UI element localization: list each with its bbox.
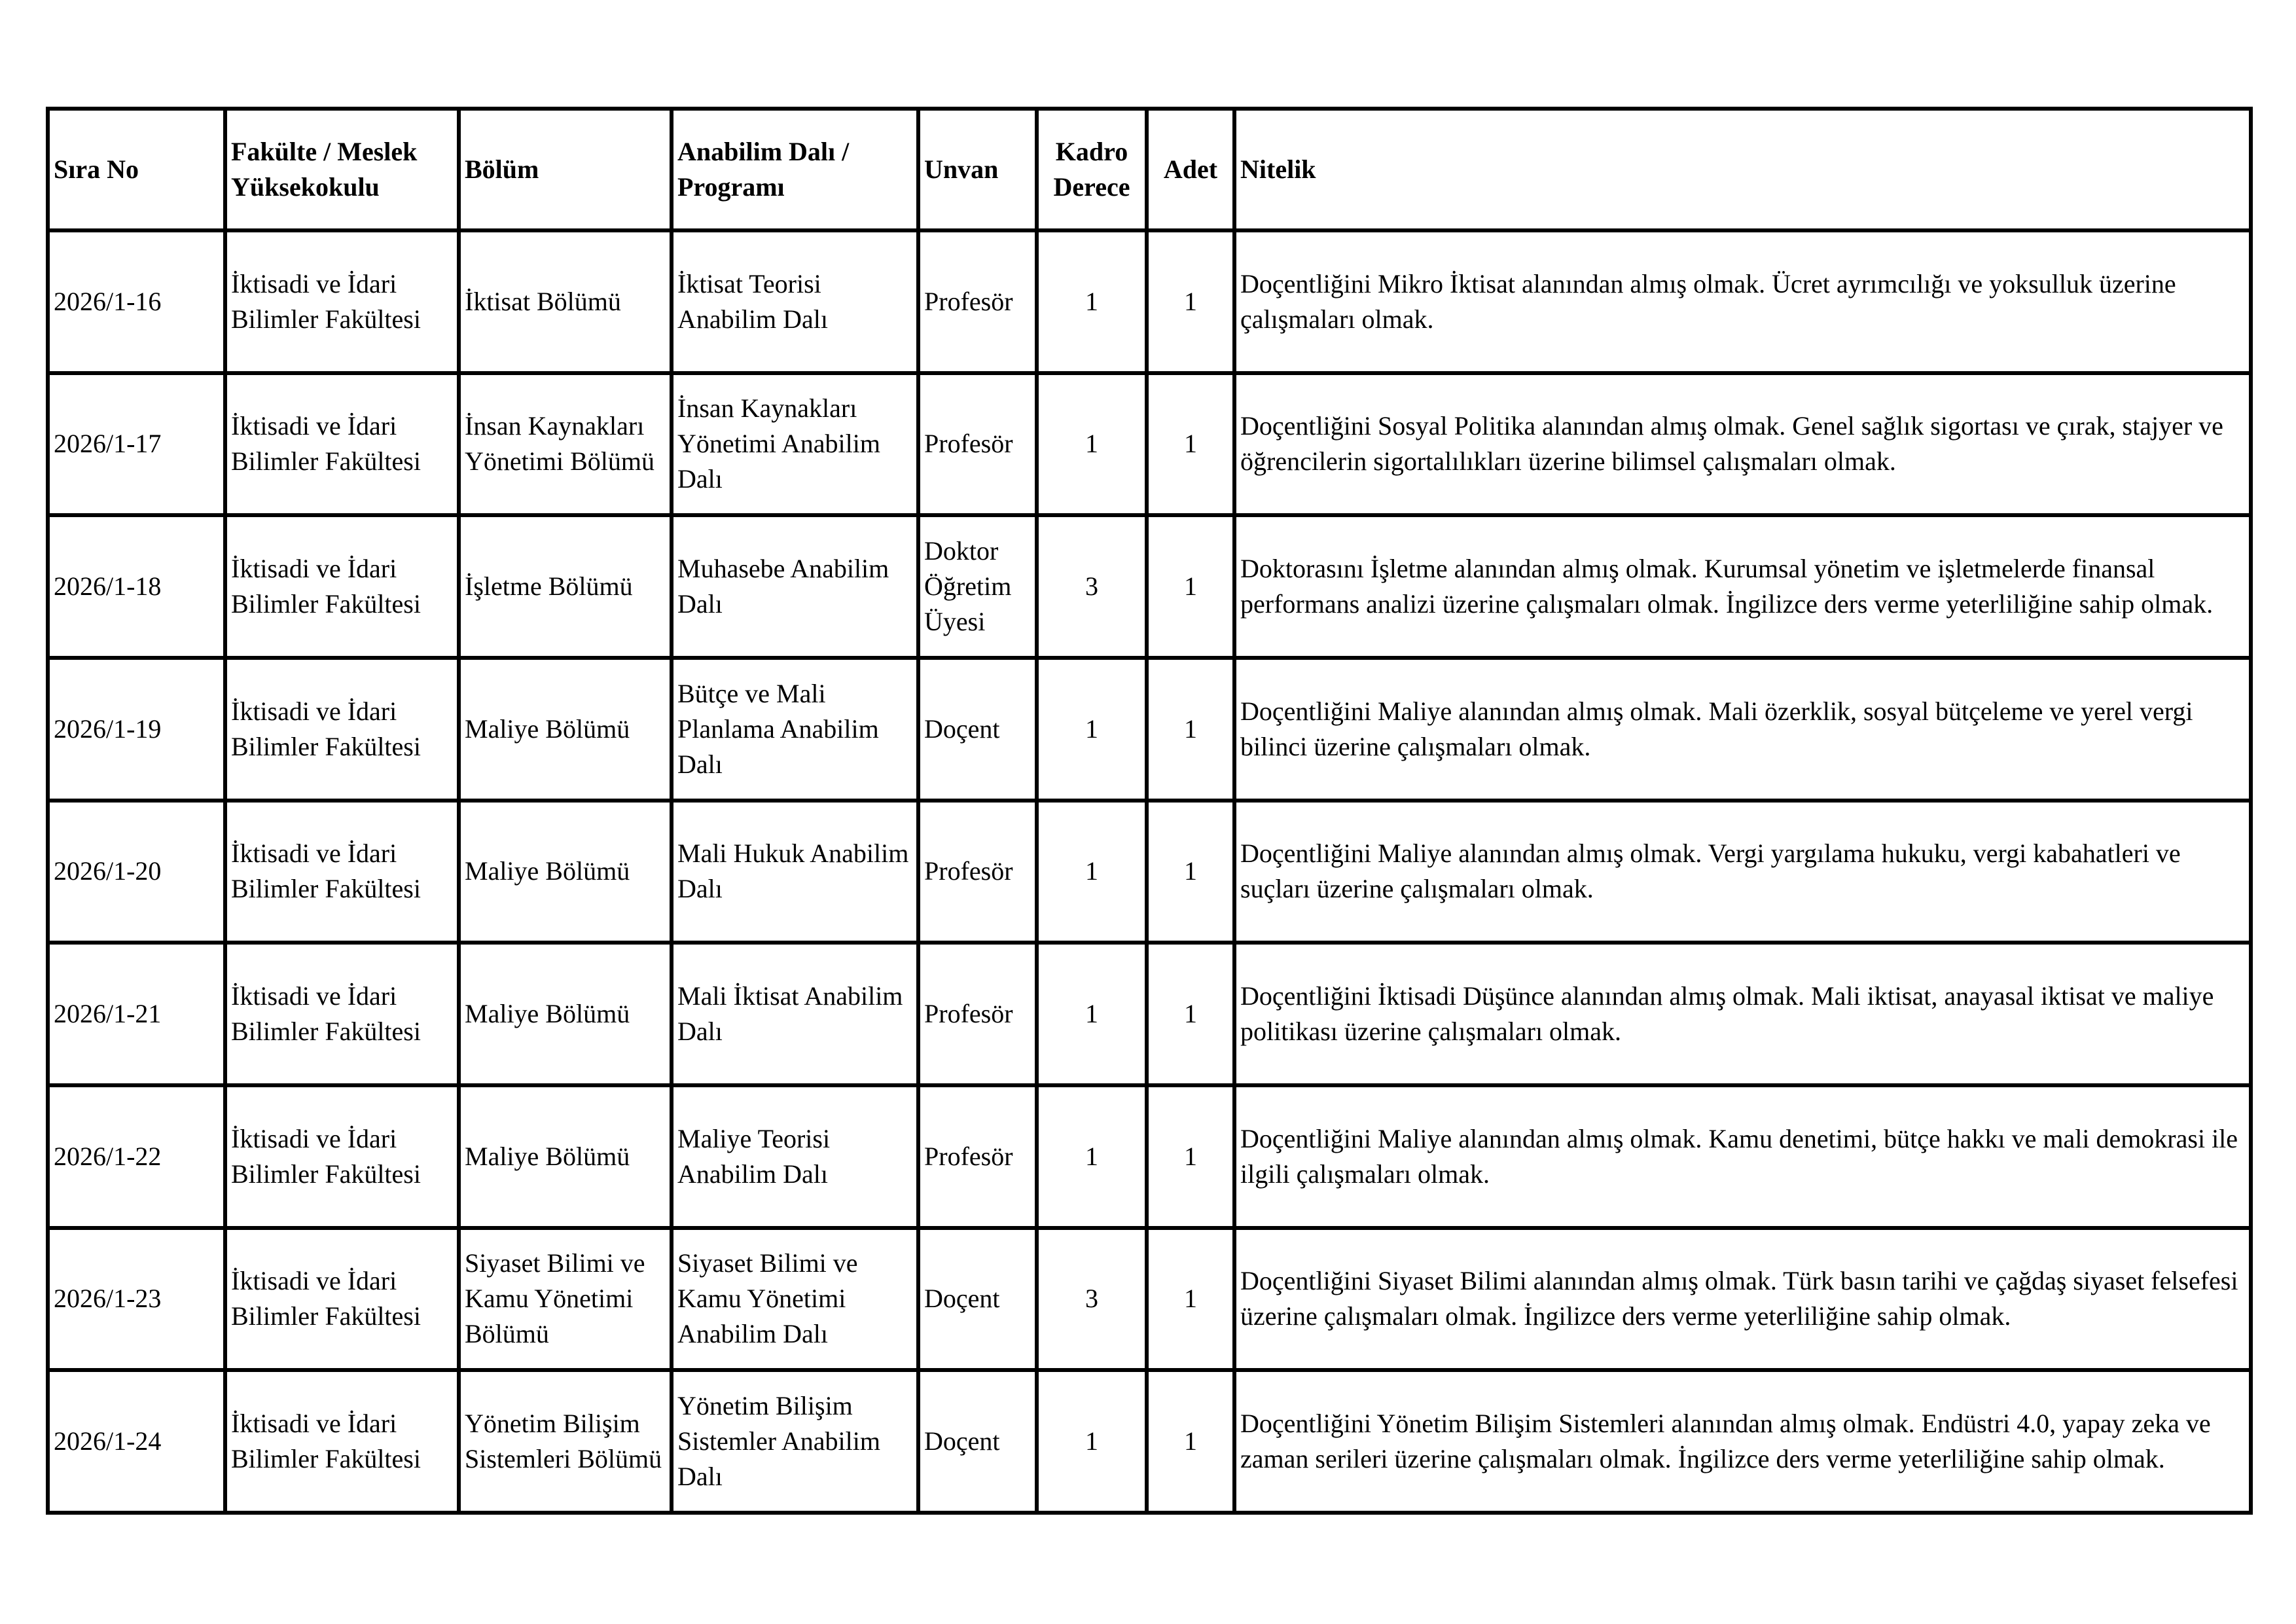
cell-sira-no: 2026/1-18 bbox=[48, 515, 225, 658]
cell-nitelik: Doçentliğini Siyaset Bilimi alanından almış olmak. Türk basın tarihi ve çağdaş siyaset felsefesi üzerine çalışmaları olmak. İngilizce ders verme yeterliliğine sahip olmak. bbox=[1234, 1228, 2251, 1371]
cell-sira-no: 2026/1-20 bbox=[48, 801, 225, 943]
cell-unvan: Profesör bbox=[918, 1085, 1037, 1228]
cell-kadro-derece: 1 bbox=[1037, 230, 1147, 373]
cell-bolum: Siyaset Bilimi ve Kamu Yönetimi Bölümü bbox=[459, 1228, 672, 1371]
cell-unvan: Profesör bbox=[918, 801, 1037, 943]
cell-nitelik: Doçentliğini İktisadi Düşünce alanından almış olmak. Mali iktisat, anayasal iktisat ve maliye politikası üzerine çalışmaları olmak. bbox=[1234, 943, 2251, 1085]
table-row bbox=[48, 230, 2251, 373]
cell-adet: 1 bbox=[1147, 230, 1234, 373]
cell-sira-no: 2026/1-23 bbox=[48, 1228, 225, 1371]
cell-nitelik: Doçentliğini Mikro İktisat alanından almış olmak. Ücret ayrımcılığı ve yoksulluk üzerine çalışmaları olmak. bbox=[1234, 230, 2251, 373]
cell-bolum: Maliye Bölümü bbox=[459, 1085, 672, 1228]
cell-adet: 1 bbox=[1147, 658, 1234, 801]
cell-bolum: İnsan Kaynakları Yönetimi Bölümü bbox=[459, 373, 672, 516]
header-row bbox=[48, 109, 2251, 230]
cell-bolum: Maliye Bölümü bbox=[459, 943, 672, 1085]
cell-adet: 1 bbox=[1147, 1228, 1234, 1371]
cell-anabilim-dali: Yönetim Bilişim Sistemler Anabilim Dalı bbox=[672, 1370, 918, 1513]
cell-fakulte: İktisadi ve İdari Bilimler Fakültesi bbox=[225, 230, 459, 373]
cell-unvan: Doçent bbox=[918, 658, 1037, 801]
cell-kadro-derece: 1 bbox=[1037, 373, 1147, 516]
cell-unvan: Doçent bbox=[918, 1228, 1037, 1371]
header-nitelik: Nitelik bbox=[1234, 109, 2251, 230]
cell-kadro-derece: 3 bbox=[1037, 515, 1147, 658]
header-adet: Adet bbox=[1147, 109, 1234, 230]
cell-adet: 1 bbox=[1147, 515, 1234, 658]
cell-adet: 1 bbox=[1147, 1085, 1234, 1228]
cell-sira-no: 2026/1-21 bbox=[48, 943, 225, 1085]
cell-fakulte: İktisadi ve İdari Bilimler Fakültesi bbox=[225, 658, 459, 801]
table-row bbox=[48, 1370, 2251, 1513]
cell-fakulte: İktisadi ve İdari Bilimler Fakültesi bbox=[225, 801, 459, 943]
header-unvan: Unvan bbox=[918, 109, 1037, 230]
cell-unvan: Profesör bbox=[918, 943, 1037, 1085]
cell-kadro-derece: 1 bbox=[1037, 1370, 1147, 1513]
cell-adet: 1 bbox=[1147, 1370, 1234, 1513]
table-row bbox=[48, 515, 2251, 658]
cell-kadro-derece: 1 bbox=[1037, 943, 1147, 1085]
cell-kadro-derece: 1 bbox=[1037, 1085, 1147, 1228]
cell-unvan: Profesör bbox=[918, 373, 1037, 516]
cell-unvan: Doktor Öğretim Üyesi bbox=[918, 515, 1037, 658]
table-row bbox=[48, 943, 2251, 1085]
cell-adet: 1 bbox=[1147, 373, 1234, 516]
cell-unvan: Profesör bbox=[918, 230, 1037, 373]
header-sira-no: Sıra No bbox=[48, 109, 225, 230]
cell-sira-no: 2026/1-16 bbox=[48, 230, 225, 373]
cell-anabilim-dali: Muhasebe Anabilim Dalı bbox=[672, 515, 918, 658]
cell-nitelik: Doçentliğini Maliye alanından almış olmak. Mali özerklik, sosyal bütçeleme ve yerel vergi bilinci üzerine çalışmaları olmak. bbox=[1234, 658, 2251, 801]
header-bolum: Bölüm bbox=[459, 109, 672, 230]
table-row bbox=[48, 801, 2251, 943]
cell-nitelik: Doçentliğini Yönetim Bilişim Sistemleri alanından almış olmak. Endüstri 4.0, yapay zeka ve zaman serileri üzerine çalışmaları olmak. İngilizce ders verme yeterliliğine sahip olmak. bbox=[1234, 1370, 2251, 1513]
cell-anabilim-dali: İktisat Teorisi Anabilim Dalı bbox=[672, 230, 918, 373]
table-row bbox=[48, 1085, 2251, 1228]
cell-bolum: Yönetim Bilişim Sistemleri Bölümü bbox=[459, 1370, 672, 1513]
cell-bolum: Maliye Bölümü bbox=[459, 658, 672, 801]
cell-sira-no: 2026/1-19 bbox=[48, 658, 225, 801]
header-anabilim-dali: Anabilim Dalı / Programı bbox=[672, 109, 918, 230]
cell-adet: 1 bbox=[1147, 943, 1234, 1085]
cell-unvan: Doçent bbox=[918, 1370, 1037, 1513]
cell-anabilim-dali: Mali İktisat Anabilim Dalı bbox=[672, 943, 918, 1085]
cell-bolum: Maliye Bölümü bbox=[459, 801, 672, 943]
cell-nitelik: Doçentliğini Maliye alanından almış olmak. Kamu denetimi, bütçe hakkı ve mali demokrasi ile ilgili çalışmaları olmak. bbox=[1234, 1085, 2251, 1228]
cell-fakulte: İktisadi ve İdari Bilimler Fakültesi bbox=[225, 373, 459, 516]
cell-adet: 1 bbox=[1147, 801, 1234, 943]
cell-fakulte: İktisadi ve İdari Bilimler Fakültesi bbox=[225, 943, 459, 1085]
cell-sira-no: 2026/1-17 bbox=[48, 373, 225, 516]
cell-fakulte: İktisadi ve İdari Bilimler Fakültesi bbox=[225, 1085, 459, 1228]
header-fakulte: Fakülte / Meslek Yüksekokulu bbox=[225, 109, 459, 230]
table-row bbox=[48, 1228, 2251, 1371]
cell-sira-no: 2026/1-22 bbox=[48, 1085, 225, 1228]
cell-anabilim-dali: Siyaset Bilimi ve Kamu Yönetimi Anabilim Dalı bbox=[672, 1228, 918, 1371]
cell-kadro-derece: 3 bbox=[1037, 1228, 1147, 1371]
cell-kadro-derece: 1 bbox=[1037, 658, 1147, 801]
cell-anabilim-dali: Mali Hukuk Anabilim Dalı bbox=[672, 801, 918, 943]
cell-anabilim-dali: Maliye Teorisi Anabilim Dalı bbox=[672, 1085, 918, 1228]
cell-nitelik: Doçentliğini Sosyal Politika alanından almış olmak. Genel sağlık sigortası ve çırak, stajyer ve öğrencilerin sigortalılıkları üzerine bilimsel çalışmaları olmak. bbox=[1234, 373, 2251, 516]
staff-position-table bbox=[46, 107, 2253, 1515]
cell-sira-no: 2026/1-24 bbox=[48, 1370, 225, 1513]
cell-anabilim-dali: Bütçe ve Mali Planlama Anabilim Dalı bbox=[672, 658, 918, 801]
cell-nitelik: Doçentliğini Maliye alanından almış olmak. Vergi yargılama hukuku, vergi kabahatleri ve suçları üzerine çalışmaları olmak. bbox=[1234, 801, 2251, 943]
cell-fakulte: İktisadi ve İdari Bilimler Fakültesi bbox=[225, 515, 459, 658]
header-kadro-derece: Kadro Derece bbox=[1037, 109, 1147, 230]
cell-kadro-derece: 1 bbox=[1037, 801, 1147, 943]
cell-fakulte: İktisadi ve İdari Bilimler Fakültesi bbox=[225, 1228, 459, 1371]
cell-bolum: İktisat Bölümü bbox=[459, 230, 672, 373]
cell-nitelik: Doktorasını İşletme alanından almış olmak. Kurumsal yönetim ve işletmelerde finansal performans analizi üzerine çalışmaları olmak. İngilizce ders verme yeterliliğine sahip olmak. bbox=[1234, 515, 2251, 658]
cell-fakulte: İktisadi ve İdari Bilimler Fakültesi bbox=[225, 1370, 459, 1513]
table-row bbox=[48, 373, 2251, 516]
cell-bolum: İşletme Bölümü bbox=[459, 515, 672, 658]
cell-anabilim-dali: İnsan Kaynakları Yönetimi Anabilim Dalı bbox=[672, 373, 918, 516]
table-row bbox=[48, 658, 2251, 801]
